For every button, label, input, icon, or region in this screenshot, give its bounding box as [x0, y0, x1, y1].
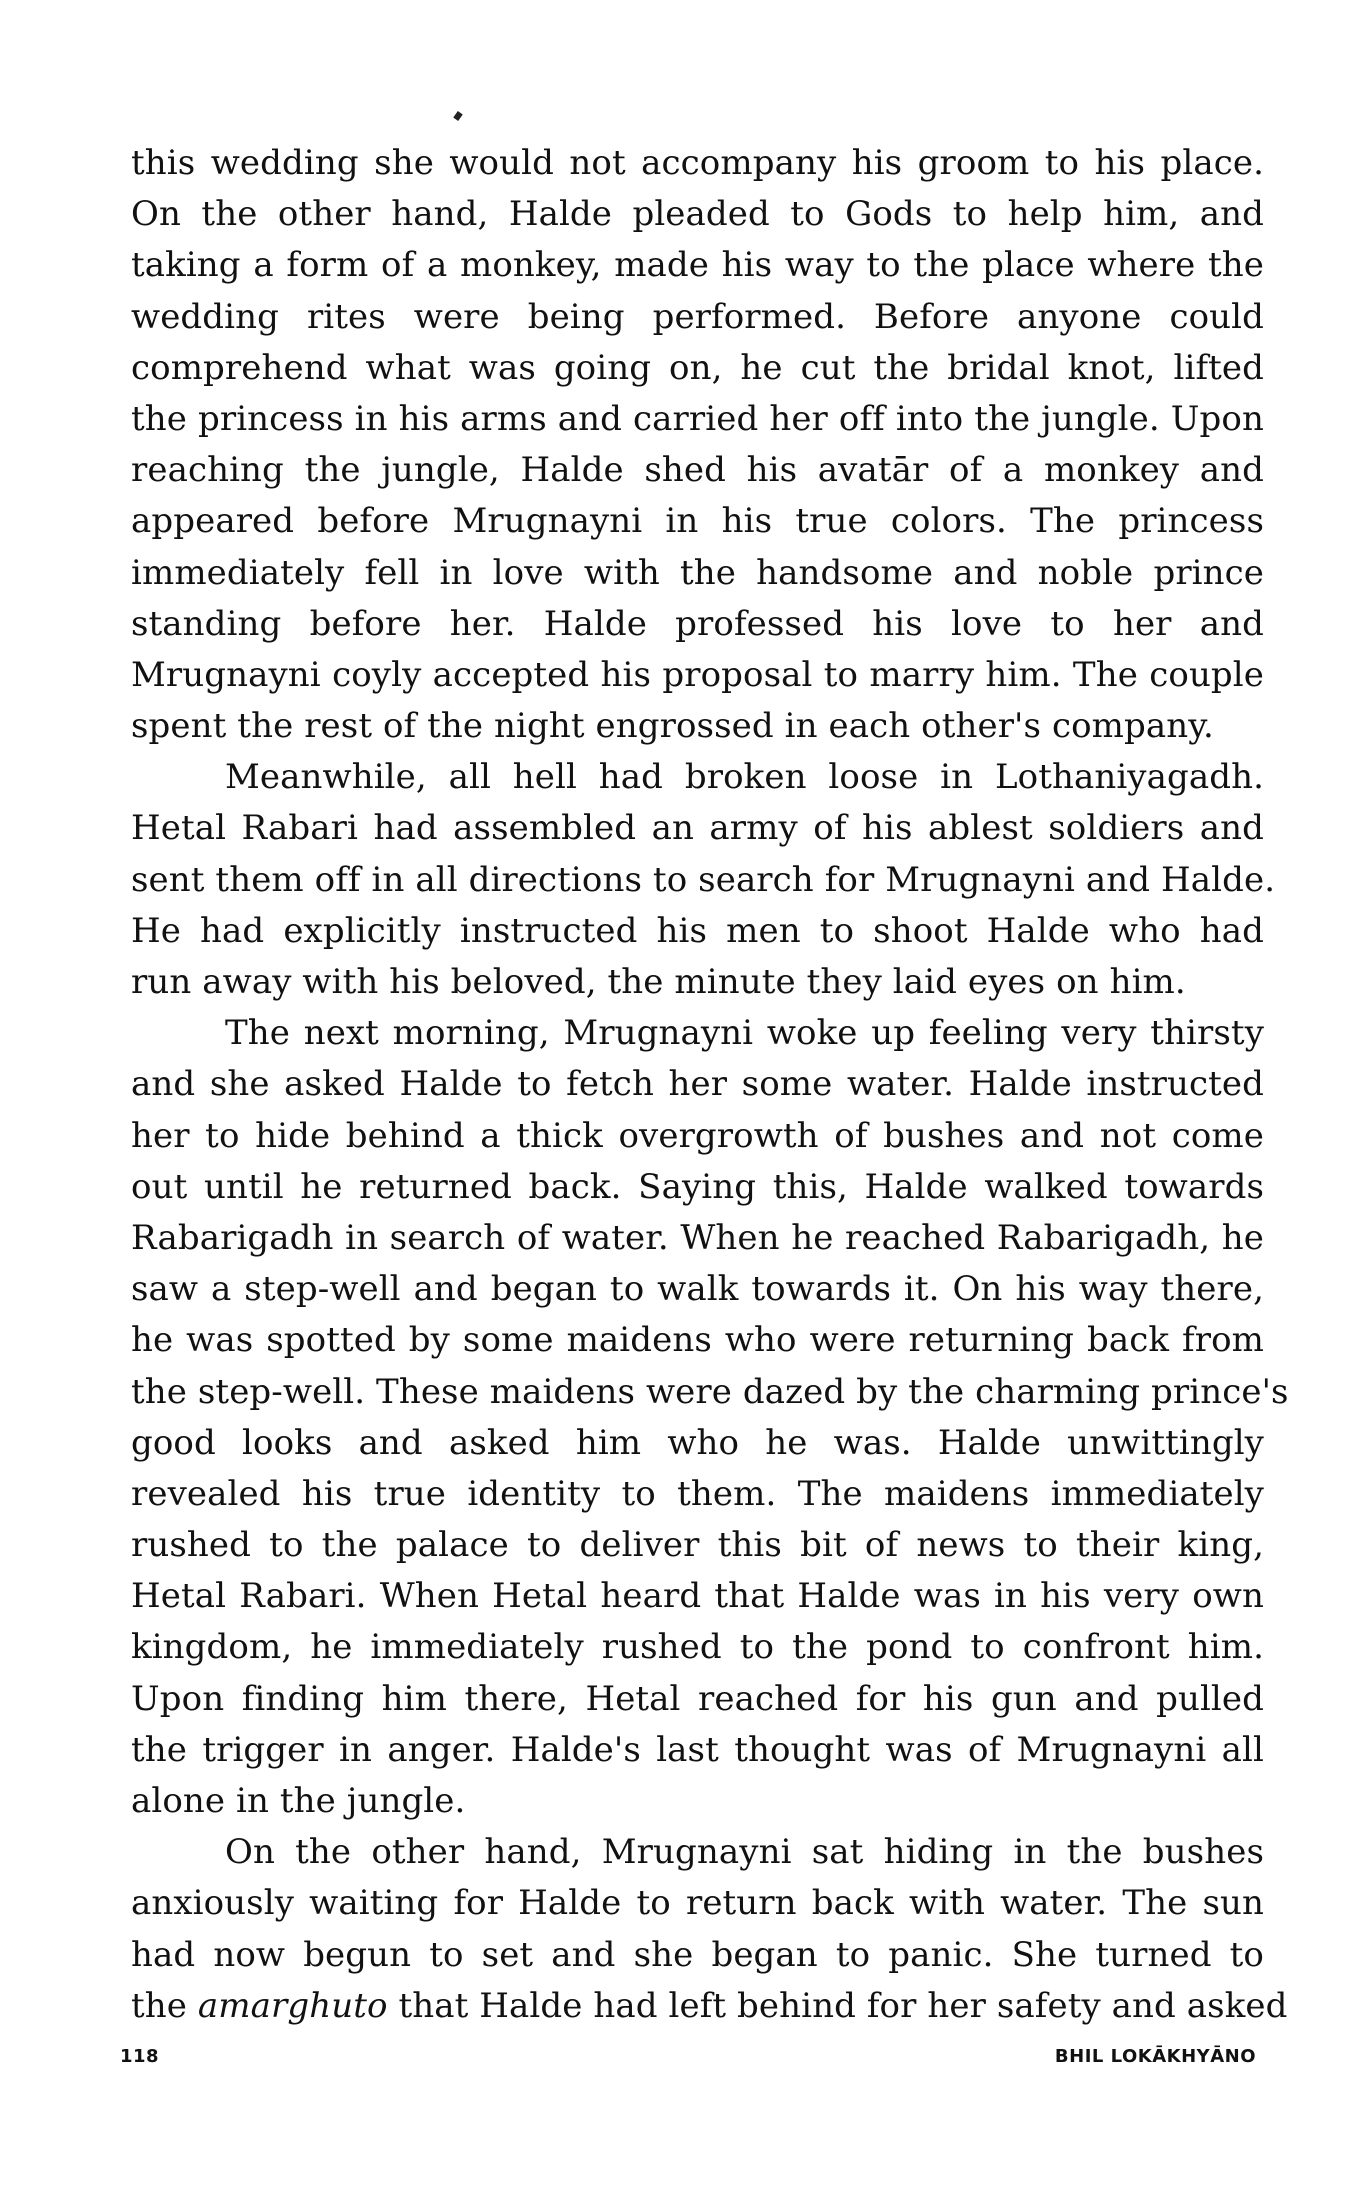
text-line: On the other hand, Halde pleaded to Gods to help him, and [131, 194, 1264, 235]
text-line: he was spotted by some maidens who were returning back from [131, 1320, 1264, 1361]
text-line: reaching the jungle, Halde shed his avatār of a monkey and [131, 450, 1264, 491]
paragraph-start-line: On the other hand, Mrugnayni sat hiding in the bushes [225, 1832, 1264, 1873]
text-line: He had explicitly instructed his men to shoot Halde who had [131, 910, 1264, 951]
paragraph-start-line: The next morning, Mrugnayni woke up feeling very thirsty [225, 1013, 1264, 1054]
text-line-with-italic-term [131, 1981, 1288, 2032]
line-prefix: the [131, 1985, 187, 2026]
text-line: her to hide behind a thick overgrowth of bushes and not come [131, 1115, 1264, 1156]
text-line: sent them off in all directions to search for Mrugnayni and Halde. [131, 859, 1276, 900]
text-line: immediately fell in love with the handsome and noble prince [131, 552, 1264, 593]
text-line: Rabarigadh in search of water. When he reached Rabarigadh, he [131, 1217, 1264, 1258]
text-line: this wedding she would not accompany his groom to his place. [131, 143, 1264, 183]
text-line: out until he returned back. Saying this, Halde walked towards [131, 1166, 1264, 1207]
text-line: good looks and asked him who he was. Halde unwittingly [131, 1422, 1264, 1463]
text-line: taking a form of a monkey, made his way to the place where the [131, 245, 1264, 286]
text-line: Hetal Rabari. When Hetal heard that Halde was in his very own [131, 1576, 1264, 1617]
text-line: alone in the jungle. [131, 1781, 466, 1821]
body-text [131, 138, 1289, 2032]
page-footer [120, 2046, 1256, 2076]
line-suffix: that Halde had left behind for her safety and asked [398, 1985, 1288, 2026]
text-line: Hetal Rabari had assembled an army of his ablest soldiers and [131, 808, 1264, 849]
text-line: had now begun to set and she began to panic. She turned to [131, 1934, 1264, 1975]
paragraph-start-line: Meanwhile, all hell had broken loose in Lothaniyagadh. [225, 757, 1264, 798]
text-line: spent the rest of the night engrossed in each other's company. [131, 706, 1214, 747]
text-line: comprehend what was going on, he cut the bridal knot, lifted [131, 347, 1264, 388]
running-title: BHIL LOKĀKHYĀNO [1054, 2046, 1256, 2067]
italic-term-amarghuto: amarghuto [197, 1985, 388, 2026]
text-line: the trigger in anger. Halde's last thought was of Mrugnayni all [131, 1729, 1264, 1770]
text-line: run away with his beloved, the minute they laid eyes on him. [131, 962, 1186, 1002]
text-line: anxiously waiting for Halde to return back with water. The sun [131, 1883, 1264, 1924]
text-line: appeared before Mrugnayni in his true colors. The princess [131, 501, 1264, 542]
stray-mark [453, 111, 463, 121]
text-line: the princess in his arms and carried her off into the jungle. Upon [131, 398, 1264, 439]
text-line: kingdom, he immediately rushed to the pond to confront him. [131, 1627, 1264, 1668]
text-line: the step-well. These maidens were dazed by the charming prince's [131, 1371, 1289, 1412]
text-line: rushed to the palace to deliver this bit of news to their king, [131, 1525, 1264, 1566]
text-line: standing before her. Halde professed his love to her and [131, 603, 1264, 644]
text-line: Mrugnayni coyly accepted his proposal to marry him. The couple [131, 654, 1264, 695]
page-number: 118 [120, 2046, 160, 2067]
text-line: Upon finding him there, Hetal reached for his gun and pulled [131, 1678, 1264, 1719]
text-line: and she asked Halde to fetch her some water. Halde instructed [131, 1064, 1264, 1105]
text-line: revealed his true identity to them. The maidens immediately [131, 1473, 1264, 1514]
text-line: saw a step-well and began to walk towards it. On his way there, [131, 1269, 1264, 1310]
text-line: wedding rites were being performed. Before anyone could [131, 296, 1264, 337]
